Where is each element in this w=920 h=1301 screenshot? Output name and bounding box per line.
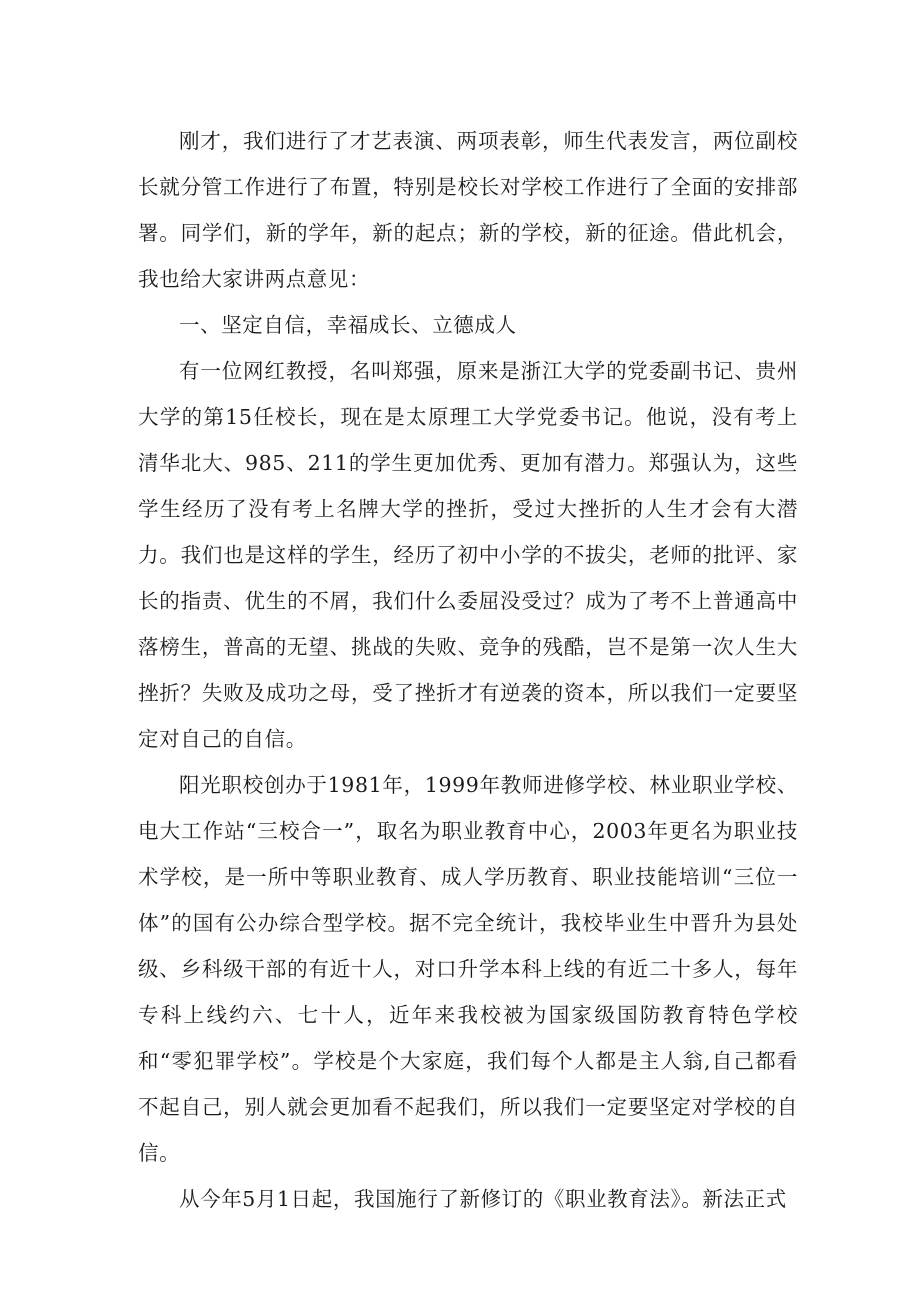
- paragraph-school-history: 阳光职校创办于1981年，1999年教师进修学校、林业职业学校、电大工作站“三校合一”，取名为职业教育中心，2003年更名为职业技术学校，是一所中等职业教育、成人学历教育、职业技能培训“三位一体”的国有公办综合型学校。据不完全统计，我校毕业生中晋升为县处级、乡科级干部的有近十人，对口升学本科上线的有近二十多人，每年专科上线约六、七十人，近年来我校被为国家级国防教育特色学校和“零犯罪学校”。学校是个大家庭，我们每个人都是主人翁,自己都看不起自己，别人就会更加看不起我们，所以我们一定要坚定对学校的自信。: [138, 773, 798, 1165]
- paragraph-intro: 刚才，我们进行了才艺表演、两项表彰，师生代表发言，两位副校长就分管工作进行了布置，特别是校长对学校工作进行了全面的安排部署。同学们，新的学年，新的起点；新的学校，新的征途。借此机会，我也给大家讲两点意见：: [138, 129, 798, 291]
- document-body: [138, 118, 798, 1222]
- section-heading-1: 一、坚定自信，幸福成长、立德成人: [179, 313, 517, 337]
- paragraph-zheng-qiang: 有一位网红教授，名叫郑强，原来是浙江大学的党委副书记、贵州大学的第15任校长，现在是太原理工大学党委书记。他说，没有考上清华北大、985、211的学生更加优秀、更加有潜力。郑强认为，这些学生经历了没有考上名牌大学的挫折，受过大挫折的人生才会有大潜力。我们也是这样的学生，经历了初中小学的不拔尖，老师的批评、家长的指责、优生的不屑，我们什么委屈没受过？成为了考不上普通高中落榜生，普高的无望、挑战的失败、竞争的残酷，岂不是第一次人生大挫折？失败及成功之母，受了挫折才有逆袭的资本，所以我们一定要坚定对自己的自信。: [138, 359, 798, 751]
- paragraph-vocational-law: 从今年5月1日起，我国施行了新修订的《职业教育法》。新法正式: [179, 1187, 787, 1211]
